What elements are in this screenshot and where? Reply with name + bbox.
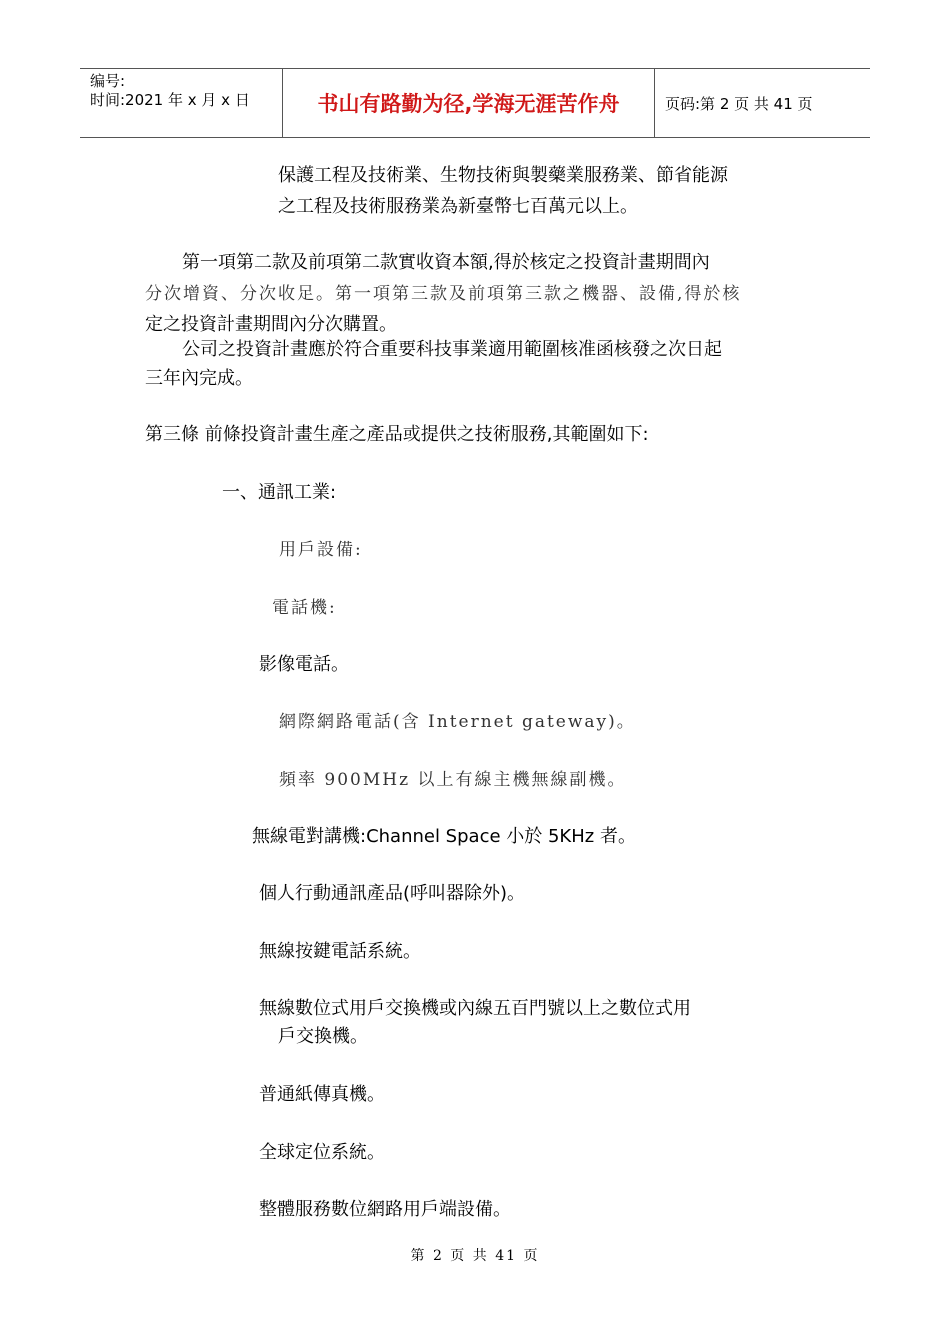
section1-heading: 一、通訊工業: <box>222 482 337 503</box>
header-motto: 书山有路勤为径,学海无涯苦作舟 <box>283 69 655 137</box>
number-label: 编号: <box>90 72 126 90</box>
page-footer: 第 2 页 共 41 页 <box>410 1248 540 1264</box>
list-item: 用戶設備: <box>279 540 363 560</box>
para1-line1: 保護工程及技術業、生物技術與製藥業服務業、節省能源 <box>278 165 728 186</box>
list-item: 無線數位式用戶交換機或內線五百門號以上之數位式用 <box>259 998 691 1019</box>
list-item: 頻率 900MHz 以上有線主機無線副機。 <box>279 770 627 790</box>
list-item: 整體服務數位網路用戶端設備。 <box>259 1199 511 1220</box>
list-item: 電話機: <box>272 598 337 618</box>
para3-line1: 公司之投資計畫應於符合重要科技事業適用範圍核准函核發之次日起 <box>182 339 722 360</box>
list-item: 影像電話。 <box>259 654 349 675</box>
para2-line3: 定之投資計畫期間內分次購置。 <box>145 314 397 335</box>
list-item: 網際網路電話(含 Internet gateway)。 <box>279 712 636 732</box>
para3-line2: 三年內完成。 <box>145 368 253 389</box>
para2-line2: 分次增資、分次收足。第一項第三款及前項第三款之機器、設備,得於核 <box>145 284 742 304</box>
article3-heading: 第三條 前條投資計畫生產之產品或提供之技術服務,其範圍如下: <box>145 424 649 445</box>
header-page-info: 页码:第 2 页 共 41 页 <box>665 94 813 113</box>
para1-line2: 之工程及技術服務業為新臺幣七百萬元以上。 <box>278 196 638 217</box>
list-item: 無線按鍵電話系統。 <box>259 941 421 962</box>
list-item: 個人行動通訊產品(呼叫器除外)。 <box>259 883 526 904</box>
list-item: 普通紙傳真機。 <box>259 1084 385 1105</box>
page-header <box>80 68 870 138</box>
time-label: 时间:2021 年 x 月 x 日 <box>90 91 250 109</box>
para2-line1: 第一項第二款及前項第二款實收資本額,得於核定之投資計畫期間內 <box>182 252 710 273</box>
header-meta <box>80 69 283 137</box>
list-item: 全球定位系統。 <box>259 1142 385 1163</box>
list-item-continuation: 戶交換機。 <box>278 1026 368 1047</box>
list-item: 無線電對講機:Channel Space 小於 5KHz 者。 <box>252 826 636 847</box>
